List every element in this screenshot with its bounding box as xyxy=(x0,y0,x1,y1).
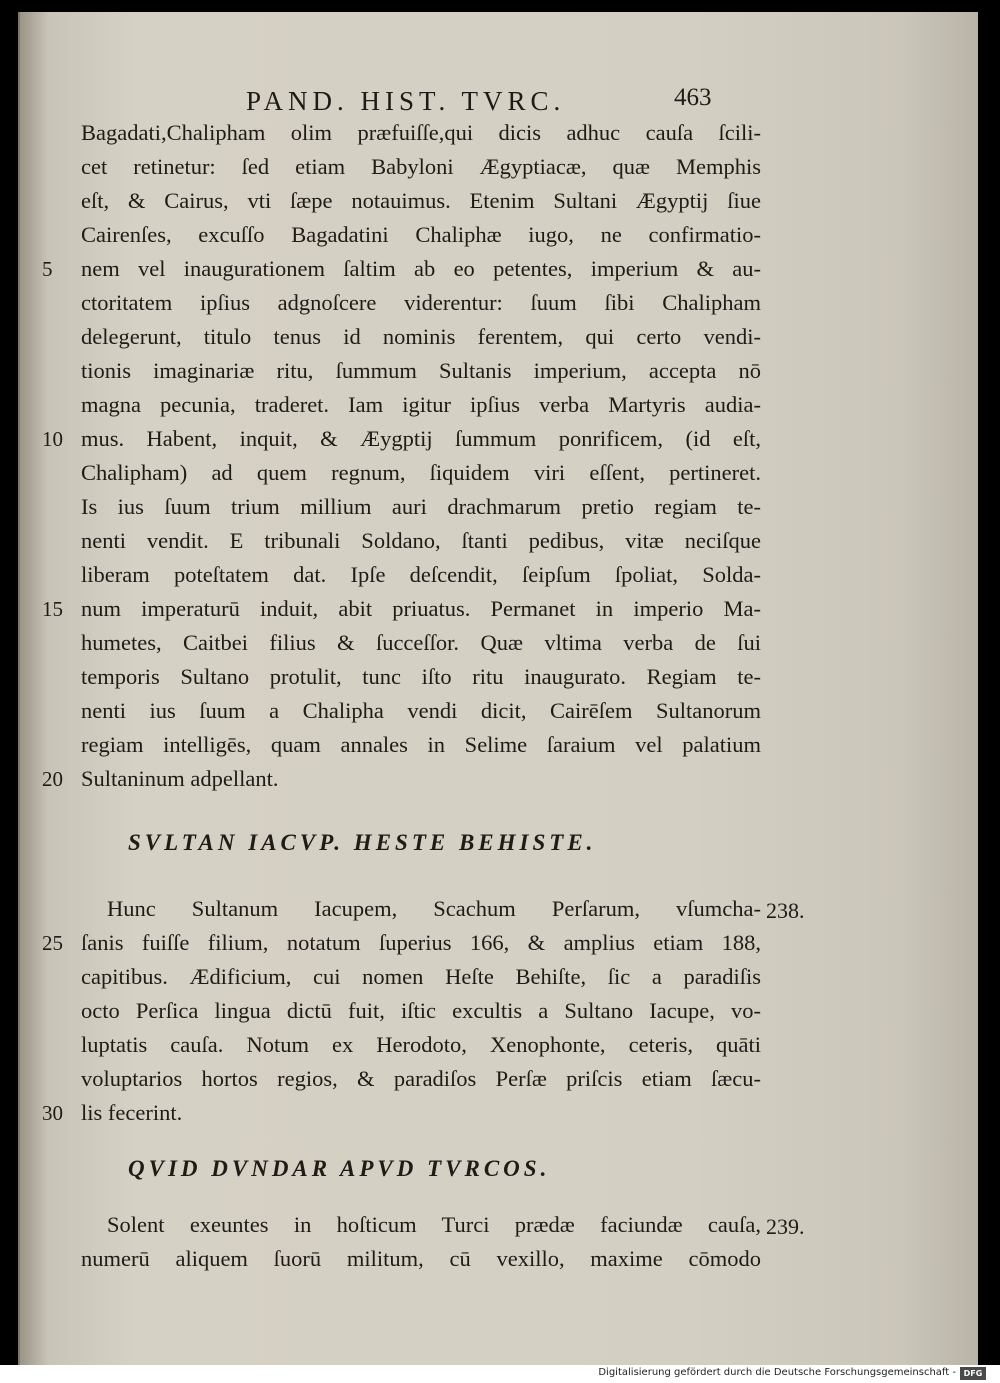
text-line: magna pecunia, traderet. Iam igitur ipſius verba Martyris audia- xyxy=(81,392,761,417)
text-line: lis fecerint. xyxy=(81,1100,183,1125)
funding-credit: Digitalisierung gefördert durch die Deutsche Forschungsgemeinschaft - xyxy=(598,1367,956,1378)
text-line: numerū aliquem ſuorū militum, cū vexillo, maxime cōmodo xyxy=(81,1246,761,1271)
text-line: mus. Habent, inquit, & Æygptij ſummum ponrificem, (id eſt, xyxy=(81,426,761,451)
text-line: Sultaninum adpellant. xyxy=(81,766,279,791)
margin-reference: 238. xyxy=(766,898,805,923)
book-page xyxy=(18,12,978,1365)
line-number: 20 xyxy=(42,767,63,791)
text-line: liberam poteſtatem dat. Ipſe deſcendit, ſeipſum ſpoliat, Solda- xyxy=(81,562,761,587)
text-line: octo Perſica lingua dictū fuit, iſtic excultis a Sultano Iacupe, vo- xyxy=(81,998,761,1023)
footer-bar xyxy=(0,1365,1000,1383)
text-line: tionis imaginariæ ritu, ſummum Sultanis imperium, accepta nō xyxy=(81,358,761,383)
text-line: Cairenſes, excuſſo Bagadatini Chaliphæ iugo, ne confirmatio- xyxy=(81,222,761,247)
text-line: Bagadati,Chalipham olim præfuiſſe,qui dicis adhuc cauſa ſcili- xyxy=(81,120,761,145)
text-line: Is ius ſuum trium millium auri drachmarum pretio regiam te- xyxy=(81,494,761,519)
text-line: ſanis fuiſſe filium, notatum ſuperius 166, & amplius etiam 188, xyxy=(81,930,761,955)
text-line: nem vel inaugurationem ſaltim ab eo petentes, imperium & au- xyxy=(81,256,761,281)
margin-reference: 239. xyxy=(766,1214,805,1239)
text-line: luptatis cauſa. Notum ex Herodoto, Xenophonte, ceteris, quāti xyxy=(81,1032,761,1057)
text-line: num imperaturū induit, abit priuatus. Permanet in imperio Ma- xyxy=(81,596,761,621)
text-line: delegerunt, titulo tenus id nominis ferentem, qui certo vendi- xyxy=(81,324,761,349)
text-line: Chalipham) ad quem regnum, ſiquidem viri eſſent, pertineret. xyxy=(81,460,761,485)
text-line: nenti vendit. E tribunali Soldano, ſtanti pedibus, vitæ neciſque xyxy=(81,528,761,553)
line-number: 10 xyxy=(42,427,63,451)
line-number: 5 xyxy=(42,257,53,281)
text-line: regiam intelligēs, quam annales in Selime ſaraium vel palatium xyxy=(81,732,761,757)
text-line: cet retinetur: ſed etiam Babyloni Ægyptiacæ, quæ Memphis xyxy=(81,154,761,179)
line-number: 30 xyxy=(42,1101,63,1125)
text-line: temporis Sultano protulit, tunc iſto ritu inaugurato. Regiam te- xyxy=(81,664,761,689)
dfg-logo: DFG xyxy=(960,1367,986,1380)
text-line: capitibus. Ædificium, cui nomen Heſte Behiſte, ſic a paradiſis xyxy=(81,964,761,989)
text-line: Solent exeuntes in hoſticum Turci prædæ faciundæ cauſa, xyxy=(107,1212,761,1237)
text-line: voluptarios hortos regios, & paradiſos Perſæ priſcis etiam ſæcu- xyxy=(81,1066,761,1091)
text-line: humetes, Caitbei filius & ſucceſſor. Quæ vltima verba de ſui xyxy=(81,630,761,655)
text-line: ctoritatem ipſius adgnoſcere viderentur: ſuum ſibi Chalipham xyxy=(81,290,761,315)
section-heading: QVID DVNDAR APVD TVRCOS. xyxy=(128,1156,551,1181)
text-line: eſt, & Cairus, vti ſæpe notauimus. Etenim Sultani Ægyptij ſiue xyxy=(81,188,761,213)
line-number: 25 xyxy=(42,931,63,955)
section-heading: SVLTAN IACVP. HESTE BEHISTE. xyxy=(128,830,597,855)
text-line: nenti ius ſuum a Chalipha vendi dicit, Cairēſem Sultanorum xyxy=(81,698,761,723)
page-number: 463 xyxy=(674,84,712,111)
running-title: PAND. HIST. TVRC. xyxy=(246,86,566,116)
text-line: Hunc Sultanum Iacupem, Scachum Perſarum, vſumcha- xyxy=(107,896,761,921)
line-number: 15 xyxy=(42,597,63,621)
